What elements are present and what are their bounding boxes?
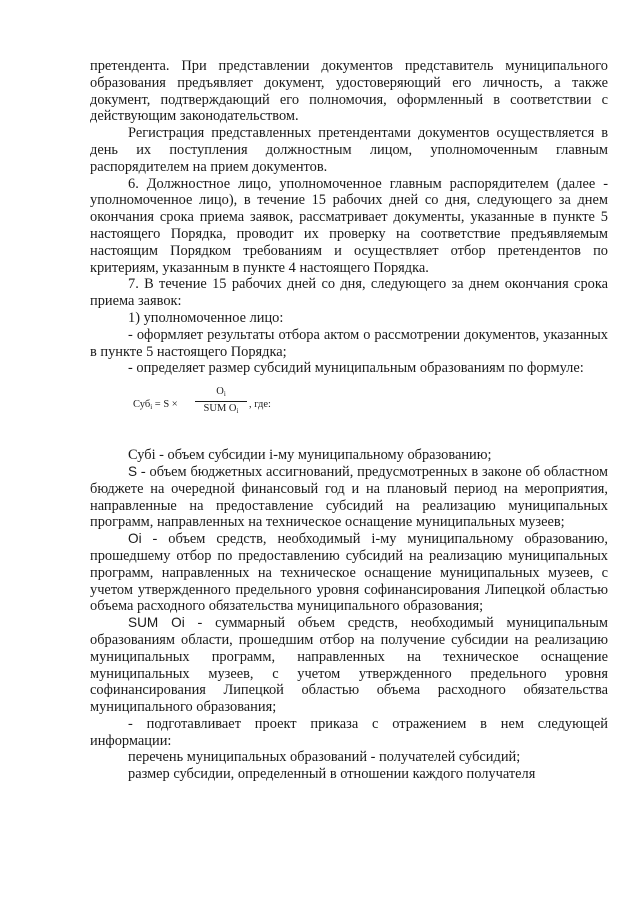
- paragraph-item-7: 7. В течение 15 рабочих дней со дня, следующего за днем окончания срока приема заявок:: [90, 276, 608, 310]
- formula-fraction: [195, 386, 247, 417]
- paragraph-act-results: - оформляет результаты отбора актом о рассмотрении документов, указанных в пункте 5 настоящего Порядка;: [90, 326, 608, 360]
- paragraph-continuation: претендента. При представлении документов представитель муниципального образования предъявляет документ, удостоверяющий его личность, а также документ, подтверждающий его полномочия, оформленный в соответствии с действующим законодательством.: [90, 58, 608, 125]
- formula-numerator: $O_i$: [195, 386, 247, 402]
- definition-s: S - объем бюджетных ассигнований, предусмотренных в законе об областном бюджете на очередной финансовый год и на плановый период на мероприятия, направленные на предоставление субсидий на реализацию муниципальных программ, направленных на техническое оснащение муниципальных музеев;: [90, 463, 608, 531]
- formula-tail: , где:: [249, 399, 271, 411]
- paragraph-recipients-list: перечень муниципальных образований - получателей субсидий;: [128, 749, 521, 766]
- paragraph-registration: Регистрация представленных претендентами документов осуществляется в день их поступления должностным лицом, уполномоченным главным распорядителем на прием документов.: [90, 125, 608, 175]
- paragraph-subsidy-size: размер субсидии, определенный в отношении каждого получателя: [128, 766, 536, 783]
- paragraph-prepare-order: - подготавливает проект приказа с отражением в нем следующей информации:: [90, 715, 608, 749]
- paragraph-determine-size: - определяет размер субсидий муниципальным образованиям по формуле:: [128, 360, 584, 377]
- definition-sum-oi: SUM Oi - суммарный объем средств, необходимый муниципальным образованиям области, прошедшим отбор на получение субсидии на реализацию муниципальных программ, направленных на техническое оснащение муниципальных музеев, с учетом утвержденного предельного уровня софинансирования Липецкой областью объема расходного обязательства муниципального образования;: [90, 615, 609, 716]
- document-page: [90, 58, 608, 783]
- definition-oi: Oi - объем средств, необходимый i-му муниципальному образованию, прошедшему отбор по предоставлению субсидий на реализацию муниципальных программ, направленных на техническое оснащение муниципальных музеев, с учетом утвержденного предельного уровня софинансирования Липецкой областью объема расходного обязательства муниципального образования;: [90, 531, 608, 615]
- definition-sub-i: Субi - объем субсидии i-му муниципальному образованию;: [128, 447, 492, 464]
- formula-denominator: SUM $O_i$: [203, 403, 239, 416]
- formula-lhs: Суб$_i$ = S ×: [133, 399, 178, 412]
- paragraph-item-6: 6. Должностное лицо, уполномоченное главным распорядителем (далее - уполномоченное лицо), в течение 15 рабочих дней со дня, следующего за днем окончания срока приема заявок, рассматривает документы, указанные в пункте 5 настоящего Порядка, проводит их проверку на соответствие предъявляемым настоящим Порядком требованиям и осуществляет отбор претендентов по критериям, указанным в пункте 4 настоящего Порядка.: [90, 175, 608, 276]
- subsidy-formula: [90, 379, 608, 447]
- paragraph-subitem-1: 1) уполномоченное лицо:: [128, 309, 284, 326]
